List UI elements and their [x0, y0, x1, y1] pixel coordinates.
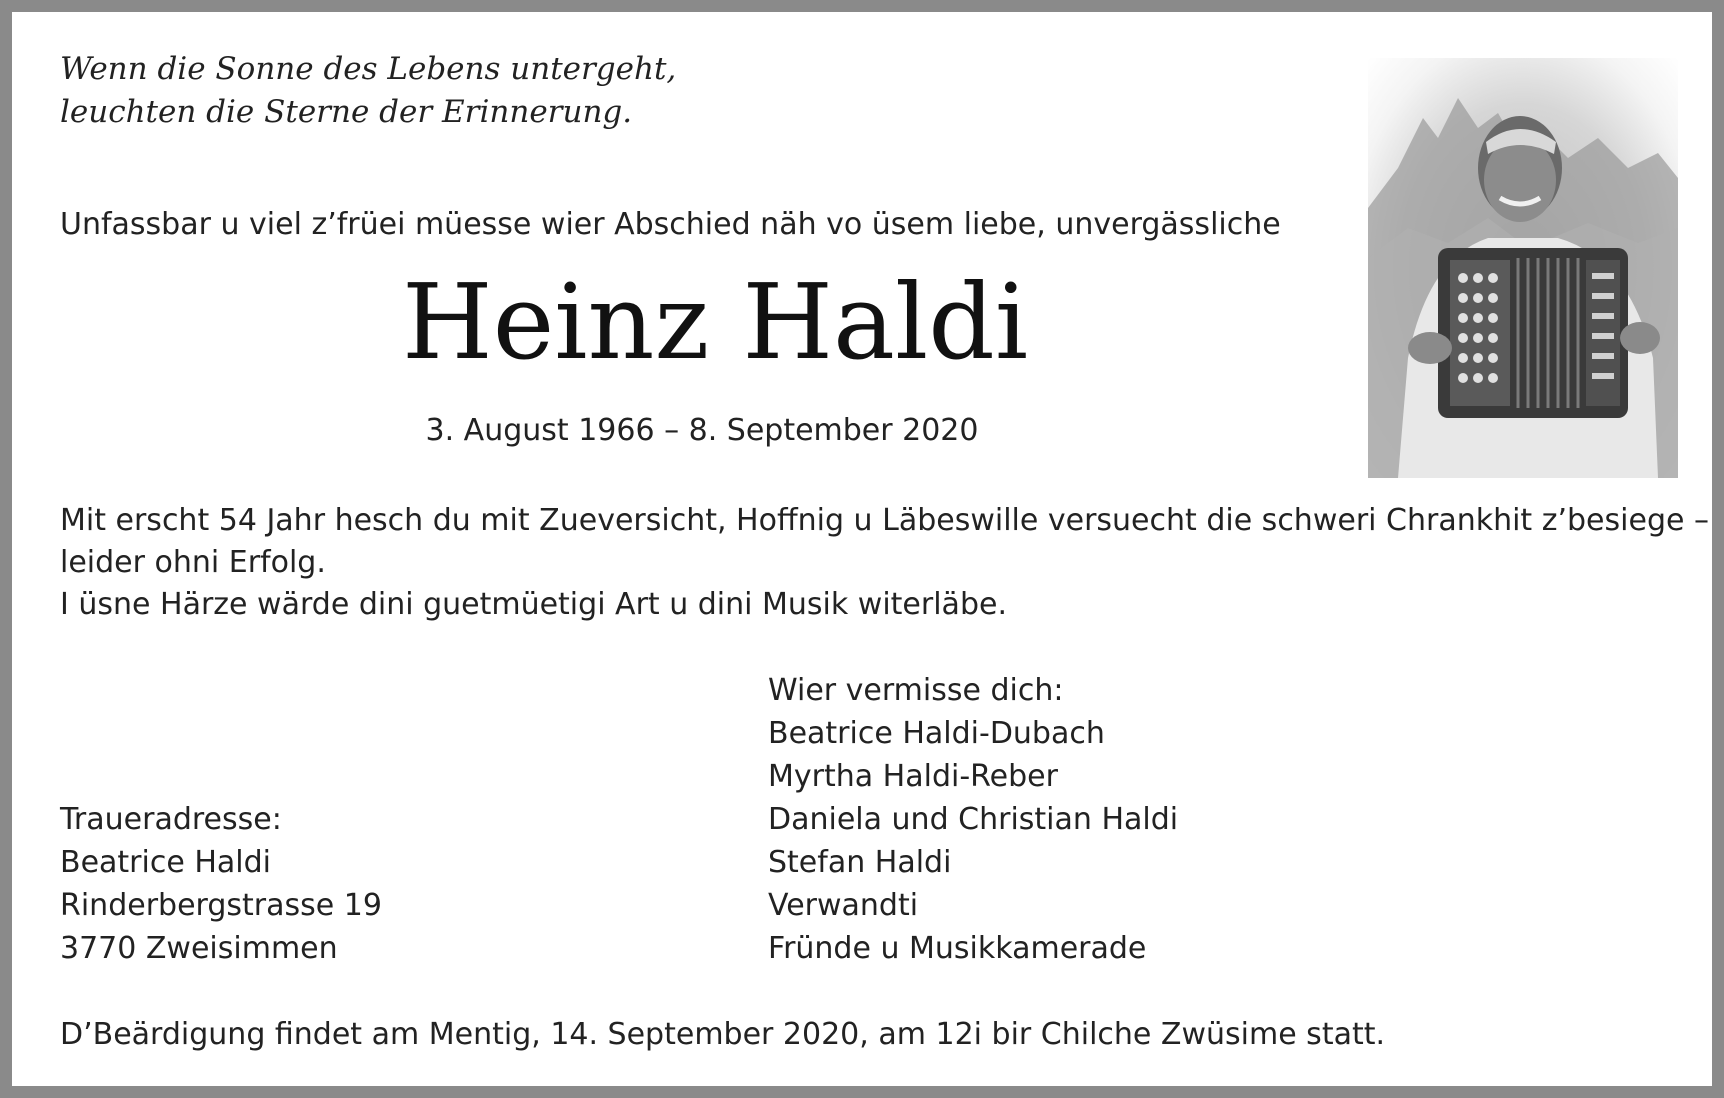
- mourner-name: Stefan Haldi: [768, 845, 952, 880]
- message-paragraph: [60, 500, 1709, 626]
- address-city: 3770 Zweisimmen: [60, 931, 338, 966]
- motto-quote: [60, 48, 676, 134]
- mourner-name: Beatrice Haldi-Dubach: [768, 716, 1105, 751]
- deceased-name: Heinz Haldi: [402, 261, 1029, 383]
- motto-line-2: leuchten die Sterne der Erinnerung.: [60, 94, 633, 130]
- mourner-name: Myrtha Haldi-Reber: [768, 759, 1058, 794]
- portrait-photo: [1368, 58, 1678, 478]
- mourning-address: [60, 798, 382, 970]
- motto-line-1: Wenn die Sonne des Lebens untergeht,: [60, 51, 677, 87]
- address-name: Beatrice Haldi: [60, 845, 271, 880]
- message-line-1: Mit erscht 54 Jahr hesch du mit Zueversicht, Hoffnig u Läbeswille versuecht die schweri Chrankhit z’besiege –: [60, 503, 1709, 538]
- mourners-list: [768, 669, 1178, 970]
- mourner-name: Daniela und Christian Haldi: [768, 802, 1179, 837]
- intro-text: Unfassbar u viel z’früei müesse wier Abschied näh vo üsem liebe, unvergässliche: [60, 207, 1281, 242]
- message-line-2: leider ohni Erfolg.: [60, 545, 326, 580]
- address-street: Rinderbergstrasse 19: [60, 888, 382, 923]
- portrait-photo-accordion-player-icon: [1368, 58, 1678, 478]
- mourners-heading: Wier vermisse dich:: [768, 673, 1064, 708]
- funeral-notice: D’Beärdigung findet am Mentig, 14. September 2020, am 12i bir Chilche Zwüsime statt.: [60, 1017, 1386, 1052]
- life-dates: 3. August 1966 – 8. September 2020: [425, 413, 979, 448]
- mourner-name: Verwandti: [768, 888, 919, 923]
- mourner-name: Fründe u Musikkamerade: [768, 931, 1147, 966]
- address-heading: Traueradresse:: [60, 802, 282, 837]
- message-line-3: I üsne Härze wärde dini guetmüetigi Art u dini Musik witerläbe.: [60, 587, 1007, 622]
